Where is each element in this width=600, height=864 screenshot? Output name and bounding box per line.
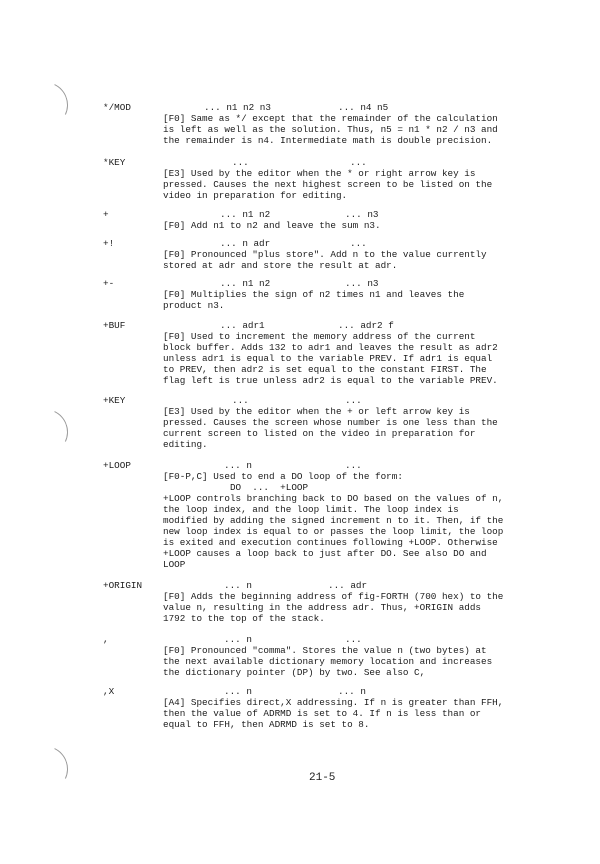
stack-after: ... bbox=[345, 460, 362, 471]
stack-effect bbox=[0, 209, 600, 220]
entry-description: [F0] Adds the beginning address of fig-FORTH (700 hex) to the value n, resulting in the address adr. Thus, +ORIGIN adds 1792 to the top of the stack. bbox=[163, 591, 504, 624]
entry-word: , bbox=[103, 634, 109, 645]
entry-description: [F0] Multiplies the sign of n2 times n1 and leaves the product n3. bbox=[163, 289, 465, 311]
stack-effect bbox=[0, 634, 600, 645]
stack-before: ... n bbox=[224, 686, 252, 697]
stack-before: ... adr1 bbox=[220, 320, 265, 331]
stack-before: ... bbox=[232, 395, 249, 406]
entry-word: +LOOP bbox=[103, 460, 131, 471]
entry-word: +KEY bbox=[103, 395, 126, 406]
stack-before: ... n bbox=[224, 634, 252, 645]
stack-before: ... n bbox=[224, 460, 252, 471]
entry-description: [E3] Used by the editor when the + or left arrow key is pressed. Causes the screen whose number is one less than the current screen to listed on the video in preparation for editing. bbox=[163, 406, 498, 450]
stack-after: ... n3 bbox=[345, 278, 379, 289]
stack-before: ... n bbox=[224, 580, 252, 591]
entry-word: +- bbox=[103, 278, 115, 289]
stack-after: ... n3 bbox=[345, 209, 379, 220]
stack-effect bbox=[0, 102, 600, 113]
stack-before: ... n1 n2 bbox=[220, 278, 271, 289]
entry-word: +BUF bbox=[103, 320, 126, 331]
stack-after: ... adr2 f bbox=[338, 320, 394, 331]
stack-after: ... n4 n5 bbox=[338, 102, 389, 113]
stack-after: ... bbox=[345, 395, 362, 406]
punch-hole-mark bbox=[16, 403, 75, 462]
stack-effect bbox=[0, 686, 600, 697]
stack-before: ... n adr bbox=[220, 238, 271, 249]
entry-description: [A4] Specifies direct,X addressing. If n is greater than FFH, then the value of ADRMD is set to 4. If n is less than or equal to FFH, then ADRMD is set to 8. bbox=[163, 697, 504, 730]
stack-after: ... bbox=[350, 238, 367, 249]
entry-word: +ORIGIN bbox=[103, 580, 143, 591]
entry-description: [F0] Pronounced "comma". Stores the value n (two bytes) at the next available dictionary memory location and increases the dictionary pointer (DP) by two. See also C, bbox=[163, 645, 493, 678]
stack-after: ... bbox=[350, 157, 367, 168]
entry-description: [F0] Same as */ except that the remainder of the calculation is left as well as the solution. Thus, n5 = n1 * n2 / n3 and the remainder is n4. Intermediate math is double precision. bbox=[163, 113, 498, 146]
stack-before: ... n1 n2 n3 bbox=[204, 102, 271, 113]
entry-description: [F0] Add n1 to n2 and leave the sum n3. bbox=[163, 220, 381, 231]
stack-after: ... adr bbox=[328, 580, 368, 591]
stack-effect bbox=[0, 238, 600, 249]
stack-effect bbox=[0, 157, 600, 168]
entry-word: *KEY bbox=[103, 157, 126, 168]
stack-after: ... n bbox=[338, 686, 366, 697]
stack-effect bbox=[0, 320, 600, 331]
stack-effect bbox=[0, 580, 600, 591]
stack-after: ... bbox=[345, 634, 362, 645]
entry-description: [E3] Used by the editor when the * or right arrow key is pressed. Causes the next highest screen to be listed on the video in preparation for editing. bbox=[163, 168, 493, 201]
punch-hole-mark bbox=[16, 740, 75, 799]
entry-word: +! bbox=[103, 238, 115, 249]
entry-description: [F0-P,C] Used to end a DO loop of the form: DO ... +LOOP +LOOP controls branching back to DO based on the values of n, the loop index, and the loop limit. The loop index is modified by adding the signed increment n to it. Then, if the new loop index is equal to or passes the loop limit, the loop is exited and execution continues following +LOOP. Otherwise +LOOP causes a loop back to just after DO. See also DO and LOOP bbox=[163, 471, 504, 570]
stack-effect bbox=[0, 460, 600, 471]
stack-before: ... n1 n2 bbox=[220, 209, 271, 220]
entry-word: ,X bbox=[103, 686, 115, 697]
entry-word: + bbox=[103, 209, 109, 220]
stack-before: ... bbox=[232, 157, 249, 168]
entry-description: [F0] Pronounced "plus store". Add n to the value currently stored at adr and store the result at adr. bbox=[163, 249, 487, 271]
stack-effect bbox=[0, 278, 600, 289]
entry-description: [F0] Used to increment the memory address of the current block buffer. Adds 132 to adr1 and leaves the result as adr2 unless adr1 is equal to the variable PREV. If adr1 is equal to PREV, then adr2 is set equal to the constant FIRST. The flag left is true unless adr2 is equal to the variable PREV. bbox=[163, 331, 498, 386]
entry-word: */MOD bbox=[103, 102, 131, 113]
page-number: 21-5 bbox=[309, 772, 336, 784]
stack-effect bbox=[0, 395, 600, 406]
